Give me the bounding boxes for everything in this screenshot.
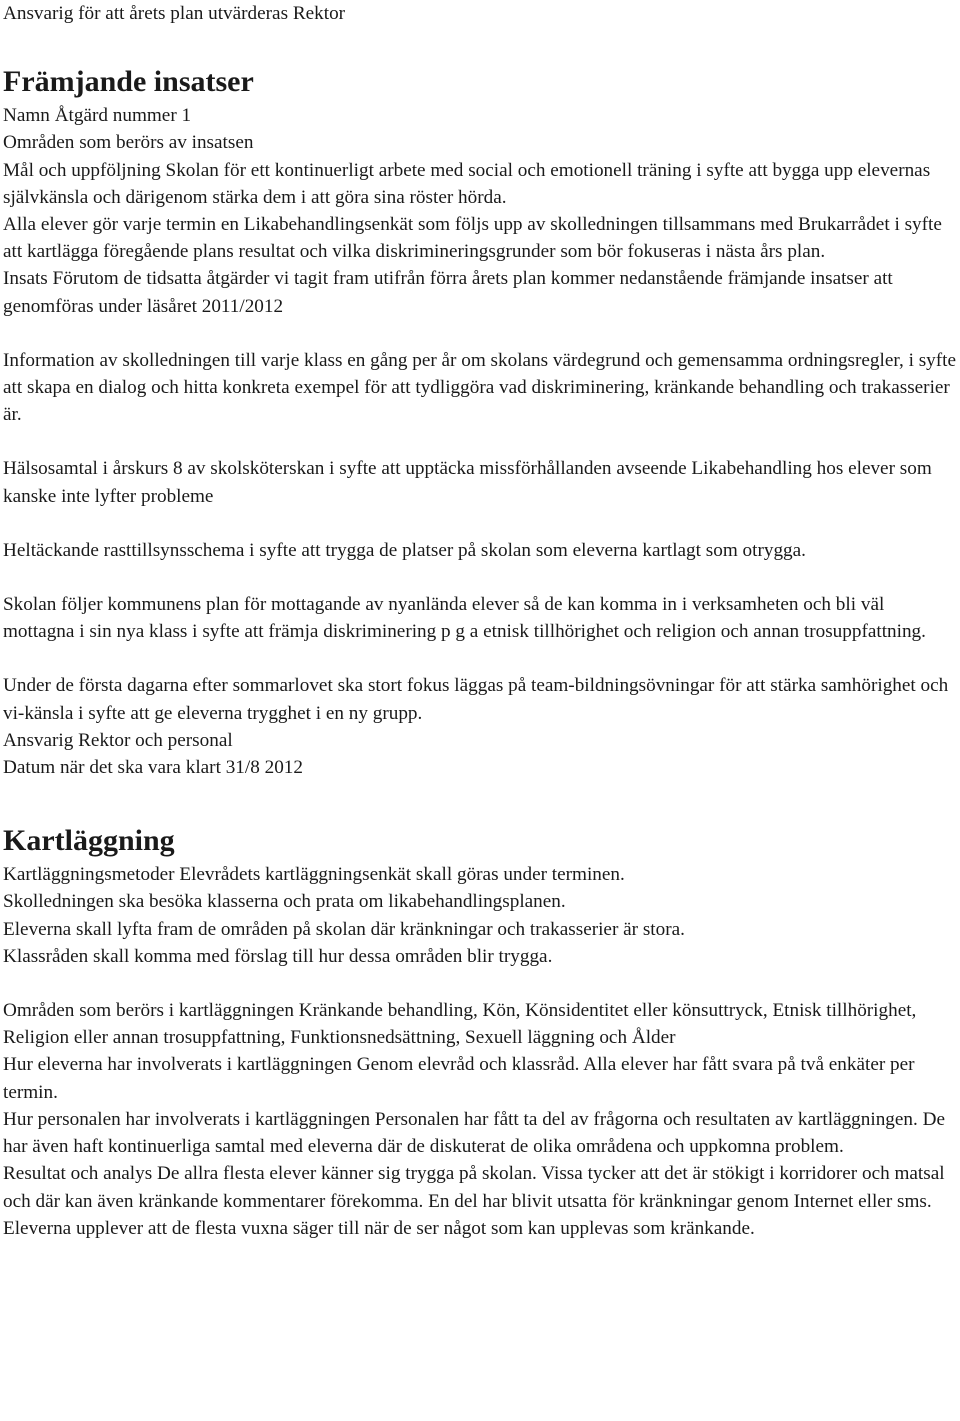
deadline-line: Datum när det ska vara klart 31/8 2012 [3, 757, 303, 779]
mapping-areas-paragraph: Områden som berörs i kartläggningen Kränkande behandling, Kön, Könsidentitet eller könsuttryck, Etnisk tillhörighet, Religion eller annan trosuppfattning, Funktionsnedsättning, Sexuell läggning och Ålder [3, 1000, 917, 1049]
methods-line-3: Eleverna skall lyfta fram de områden på skolan där kränkningar och trakasserier är stora. [3, 918, 685, 940]
heading-kartlaggning: Kartläggning [3, 824, 175, 858]
information-paragraph: Information av skolledningen till varje klass en gång per år om skolans värdegrund och gemensamma ordningsregler, i syfte att skapa en dialog och hitta konkreta exempel för att tydliggöra vad diskriminering, kränkande behandling och trakasserier är. [3, 349, 957, 426]
effort-paragraph: Insats Förutom de tidsatta åtgärder vi tagit fram utifrån förra årets plan kommer nedanstående främjande insatser att genomföras under läsåret 2011/2012 [3, 268, 893, 317]
responsible-evaluation-line: Ansvarig för att årets plan utvärderas Rektor [3, 3, 346, 24]
survey-paragraph: Alla elever gör varje termin en Likabehandlingsenkät som följs upp av skolledningen tillsammans med Brukarrådet i syfte att kartlägga föregående plans resultat och vilka diskrimineringsgrunder som bör fokuseras i nästa års plan. [3, 214, 942, 263]
affected-areas-line: Områden som berörs av insatsen [3, 132, 254, 154]
methods-line-2: Skolledningen ska besöka klasserna och prata om likabehandlingsplanen. [3, 891, 566, 913]
methods-line-4: Klassråden skall komma med förslag till hur dessa områden blir trygga. [3, 945, 553, 967]
results-analysis-paragraph: Resultat och analys De allra flesta elever känner sig trygga på skolan. Vissa tycker att det är stökigt i korridorer och matsal och där kan även kränkande kommentarer förekomma. En del har blivit utsatta för kränkningar genom Internet eller sms. Eleverna upplever att de flesta vuxna säger till när de ser något som kan upplevas som kränkande. [3, 1163, 945, 1239]
responsible-line: Ansvarig Rektor och personal [3, 729, 233, 751]
methods-line-1: Kartläggningsmetoder Elevrådets kartläggningsenkät skall göras under terminen. [3, 864, 625, 886]
heading-framjande-insatser: Främjande insatser [3, 65, 254, 99]
health-talk-paragraph: Hälsosamtal i årskurs 8 av skolsköterskan i syfte att upptäcka missförhållanden avseende Likabehandling hos elever som kanske inte lyfter probleme [3, 458, 932, 507]
supervision-schedule-paragraph: Heltäckande rasttillsynsschema i syfte att trygga de platser på skolan som eleverna kartlagt som otrygga. [3, 539, 806, 561]
newcomer-paragraph: Skolan följer kommunens plan för mottagande av nyanlända elever så de kan komma in i verksamheten och bli väl mottagna i sin nya klass i syfte att främja diskriminering p g a etnisk tillhörighet och religion och annan trosuppfattning. [3, 594, 926, 643]
team-building-paragraph: Under de första dagarna efter sommarlovet ska stort fokus läggas på team-bildningsövningar för att stärka samhörighet och vi-känsla i syfte att ge eleverna trygghet i en ny grupp. [3, 675, 949, 724]
students-involvement-paragraph: Hur eleverna har involverats i kartläggningen Genom elevråd och klassråd. Alla elever har fått svara på två enkäter per termin. [3, 1054, 915, 1103]
goal-paragraph: Mål och uppföljning Skolan för ett kontinuerligt arbete med social och emotionell träning i syfte att bygga upp elevernas självkänsla och därigenom stärka dem i att göra sina röster hörda. [3, 159, 931, 208]
measure-name-line: Namn Åtgärd nummer 1 [3, 105, 192, 127]
staff-involvement-paragraph: Hur personalen har involverats i kartläggningen Personalen har fått ta del av frågorna och resultaten av kartläggningen. De har även haft kontinuerliga samtal med eleverna där de diskuterat de olika områdena och uppkomna problem. [3, 1108, 945, 1158]
